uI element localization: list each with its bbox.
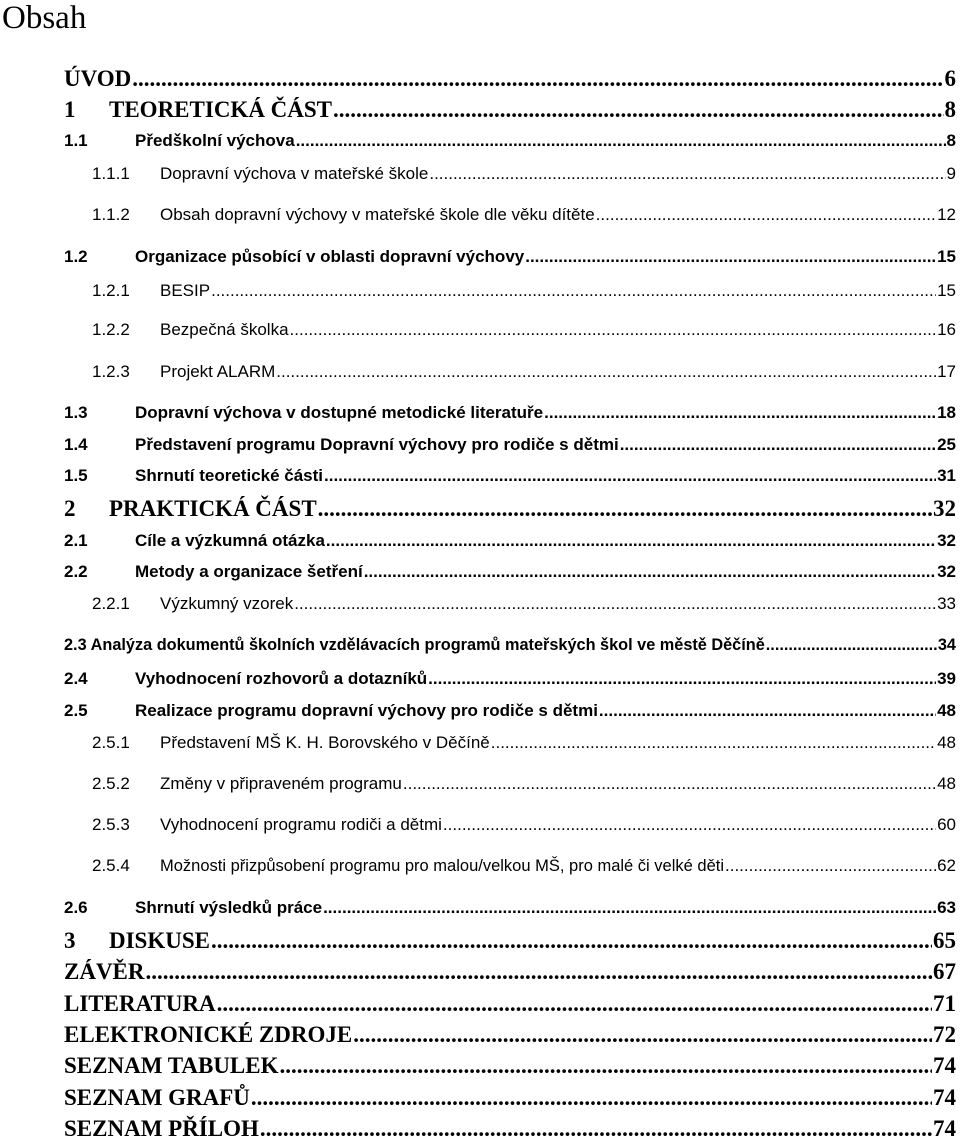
leader-dots [596,205,936,225]
toc-entry-3[interactable] [64,928,956,954]
leader-dots [324,466,936,486]
toc-entry-literatura[interactable] [64,991,956,1017]
toc-entry-label: SEZNAM TABULEK [64,1053,279,1078]
toc-entry-label: ZÁVĚR [64,959,145,984]
toc-entry-zaver[interactable] [64,959,956,985]
toc-entry-label: Vyhodnocení programu rodiči a dětmi [160,815,442,834]
toc-entry-1-2-2[interactable] [64,320,956,340]
toc-entry-page: 31 [937,466,956,485]
toc-entry-2-6[interactable] [64,898,956,918]
toc-entry-1-5[interactable] [64,466,956,486]
toc-entry-number: 2.5.3 [92,815,130,834]
leader-dots [318,496,932,522]
toc-entry-label: Metody a organizace šetření [135,562,363,581]
toc-entry-label: PRAKTICKÁ ČÁST [109,496,317,521]
toc-entry-label: TEORETICKÁ ČÁST [109,97,333,122]
toc-entry-page: 62 [937,856,956,875]
leader-dots [544,403,936,423]
toc-entry-2-5-3[interactable] [64,815,956,835]
toc-entry-page: 39 [937,669,956,688]
toc-entry-page: 72 [933,1022,956,1047]
leader-dots [443,815,936,835]
leader-dots [323,898,936,918]
toc-entry-label: Bezpečná školka [160,320,289,339]
leader-dots [146,959,932,985]
toc-entry-1-2-1[interactable] [64,281,956,301]
leader-dots [211,281,936,301]
leader-dots [276,362,936,382]
leader-dots [217,991,932,1017]
toc-entry-seznam-tabulek[interactable] [64,1053,956,1079]
toc-entry-label: ELEKTRONICKÉ ZDROJE [64,1022,353,1047]
toc-entry-1-4[interactable] [64,435,956,455]
table-of-contents [64,0,956,1142]
leader-dots [290,320,937,340]
toc-entry-1-2-3[interactable] [64,362,956,382]
toc-entry-number: 1.4 [64,435,88,454]
toc-entry-label: Shrnutí teoretické části [135,466,324,485]
toc-entry-label: DISKUSE [109,928,210,953]
toc-entry-number: 3 [64,928,76,953]
toc-entry-page: 32 [937,531,956,550]
toc-entry-page: 48 [937,701,956,720]
toc-entry-2[interactable] [64,496,956,522]
toc-entry-label: Analýza dokumentů školních vzdělávacích programů mateřských škol ve městě Děčíně [90,636,765,654]
toc-entry-page: 67 [933,959,956,984]
toc-entry-label: Organizace působící v oblasti dopravní výchovy [135,247,525,266]
toc-entry-page: 6 [944,66,956,91]
toc-entry-page: 33 [937,594,956,613]
toc-entry-number: 2.3 [64,636,87,654]
leader-dots [294,594,936,614]
toc-entry-number: 1.1.2 [92,205,130,224]
toc-entry-2-4[interactable] [64,669,956,689]
toc-entry-page: 74 [933,1085,956,1110]
toc-entry-page: 15 [937,247,956,266]
toc-entry-2-2-1[interactable] [64,594,956,614]
toc-entry-page: 63 [937,898,956,917]
toc-entry-number: 2.2.1 [92,594,130,613]
leader-dots [333,97,943,123]
toc-entry-label: LITERATURA [64,991,216,1016]
toc-entry-label: Představení MŠ K. H. Borovského v Děčíně [160,733,490,752]
toc-entry-seznam-priloh[interactable] [64,1116,956,1142]
toc-entry-page: 48 [937,774,956,793]
leader-dots [364,562,936,582]
toc-entry-page: 71 [933,991,956,1016]
toc-entry-page: 15 [937,281,956,300]
leader-dots [429,164,945,184]
toc-entry-number: 1.5 [64,466,88,485]
toc-entry-number: 1.2.1 [92,281,130,300]
toc-entry-1-3[interactable] [64,403,956,423]
toc-entry-number: 2.2 [64,562,88,581]
leader-dots [251,1085,932,1111]
toc-entry-page: 74 [933,1116,956,1141]
toc-entry-2-5-1[interactable] [64,733,956,753]
toc-entry-page: 48 [937,733,956,752]
toc-entry-label: Shrnutí výsledků práce [135,898,323,917]
leader-dots [428,669,936,689]
leader-dots [403,774,936,794]
toc-entry-page: 9 [946,164,956,183]
leader-dots [211,928,932,954]
toc-entry-page: 12 [937,205,956,224]
toc-entry-1[interactable] [64,97,956,123]
toc-entry-seznam-grafu[interactable] [64,1085,956,1111]
toc-entry-page: 16 [937,320,956,339]
toc-entry-2-3[interactable] [64,636,956,655]
toc-entry-number: 2 [64,496,76,521]
toc-entry-page: 32 [933,496,956,521]
toc-entry-2-2[interactable] [64,562,956,582]
toc-entry-label: Předškolní výchova [135,131,295,150]
toc-entry-2-5[interactable] [64,701,956,721]
leader-dots [353,1022,932,1048]
toc-entry-label: Změny v připraveném programu [160,774,402,793]
leader-dots [132,66,943,92]
toc-entry-1-1-2[interactable] [64,205,956,225]
toc-entry-number: 2.5 [64,701,88,720]
leader-dots [260,1116,932,1142]
leader-dots [491,733,936,753]
leader-dots [280,1053,932,1079]
toc-entry-number: 1.2.3 [92,362,130,381]
toc-entry-elektronicke-zdroje[interactable] [64,1022,956,1048]
toc-entry-number: 2.5.1 [92,733,130,752]
toc-entry-number: 2.1 [64,531,88,550]
toc-entry-label: ÚVOD [64,66,132,91]
toc-entry-page: 25 [937,435,956,454]
toc-entry-label: Vyhodnocení rozhovorů a dotazníků [135,669,428,688]
leader-dots [725,856,936,876]
toc-entry-2-1[interactable] [64,531,956,551]
leader-dots [620,435,936,455]
toc-entry-page: 17 [937,362,956,381]
toc-entry-page: 34 [937,636,956,654]
leader-dots [766,636,937,655]
toc-entry-label: Výzkumný vzorek [160,594,294,613]
toc-entry-label: Obsah dopravní výchovy v mateřské škole dle věku dítěte [160,205,595,224]
leader-dots [296,131,946,151]
toc-entry-label: Dopravní výchova v dostupné metodické literatuře [135,403,544,422]
toc-entry-page: 8 [944,97,956,122]
toc-entry-number: 1.1.1 [92,164,130,183]
leader-dots [326,531,936,551]
toc-entry-1-1-1[interactable] [64,164,956,184]
toc-entry-number: 2.6 [64,898,88,917]
toc-entry-number: 2.5.2 [92,774,130,793]
toc-entry-page: 18 [937,403,956,422]
toc-entry-1-2[interactable] [64,247,956,267]
leader-dots [525,247,936,267]
leader-dots [599,701,936,721]
toc-entry-number: 1.2 [64,247,88,266]
toc-entry-number: 1.3 [64,403,88,422]
toc-entry-label: Projekt ALARM [160,362,276,381]
toc-entry-2-5-4[interactable] [64,856,956,876]
toc-entry-label: SEZNAM GRAFŮ [64,1085,250,1110]
toc-entry-page: 65 [933,928,956,953]
toc-entry-label: Představení programu Dopravní výchovy pro rodiče s dětmi [135,435,619,454]
toc-entry-1-1[interactable] [64,131,956,151]
toc-entry-number: 2.4 [64,669,88,688]
toc-entry-label: Cíle a výzkumná otázka [135,531,325,550]
toc-entry-uvod[interactable] [64,66,956,92]
toc-entry-page: 32 [937,562,956,581]
toc-entry-2-5-2[interactable] [64,774,956,794]
toc-entry-label: BESIP [160,281,211,300]
toc-entry-label: Dopravní výchova v mateřské škole [160,164,429,183]
toc-entry-number: 1.1 [64,131,88,150]
toc-entry-page: 8 [946,131,956,150]
toc-entry-page: 74 [933,1053,956,1078]
toc-entry-label: Realizace programu dopravní výchovy pro rodiče s dětmi [135,701,598,720]
page-title: Obsah [2,0,87,36]
toc-entry-page: 60 [937,815,956,834]
toc-entry-label: Možnosti přizpůsobení programu pro malou/velkou MŠ, pro malé či velké děti [160,857,725,875]
toc-entry-number: 1.2.2 [92,320,130,339]
toc-entry-label: SEZNAM PŘÍLOH [64,1116,259,1141]
toc-entry-number: 2.5.4 [92,856,130,875]
toc-entry-number: 1 [64,97,76,122]
